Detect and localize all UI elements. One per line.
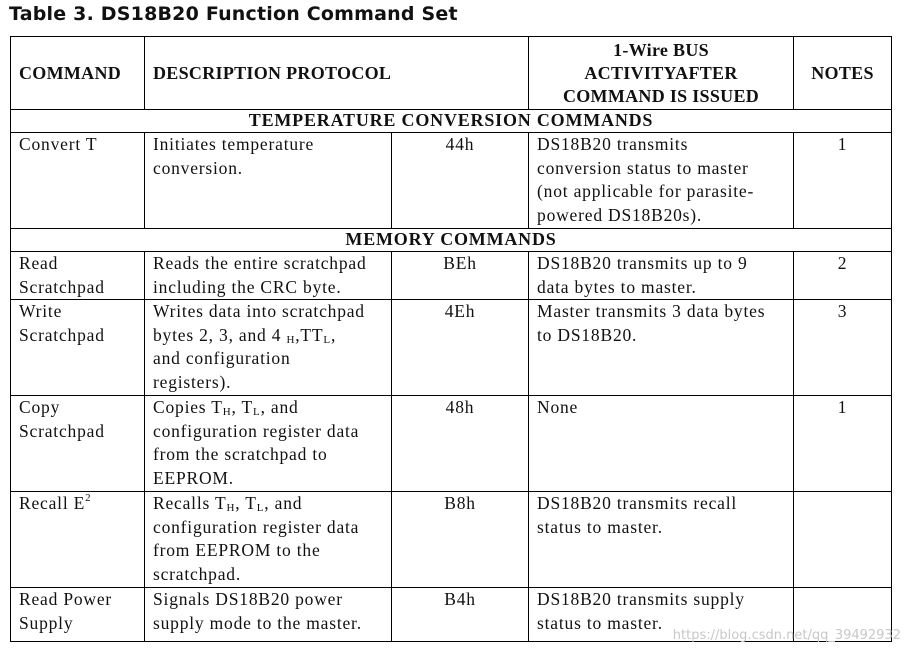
header-description: DESCRIPTION — [153, 62, 282, 83]
notes-cell: 1 — [794, 133, 892, 229]
protocol-cell: 44h — [392, 133, 529, 229]
function-command-table — [10, 36, 892, 642]
command-cell: Convert T — [11, 133, 145, 229]
protocol-cell: B4h — [392, 588, 529, 642]
table-row — [11, 133, 892, 229]
notes-cell: 1 — [794, 396, 892, 492]
header-bus-line3: COMMAND IS ISSUED — [562, 85, 760, 106]
table-row — [11, 492, 892, 588]
activity-cell: DS18B20 transmits recall status to master. — [529, 492, 794, 588]
description-cell: Reads the entire scratchpad including the CRC byte. — [145, 252, 392, 300]
header-row — [11, 37, 892, 110]
header-description-protocol — [145, 37, 529, 110]
notes-cell: 3 — [794, 300, 892, 396]
header-protocol: PROTOCOL — [286, 62, 392, 83]
notes-cell: 2 — [794, 252, 892, 300]
table-row — [11, 396, 892, 492]
command-cell: Recall $E^2$ — [11, 492, 145, 588]
description-cell: Initiates temperature conversion. — [145, 133, 392, 229]
description-cell: Copies $T_H$, $T_L$, and configuration register data from the scratchpad to EEPROM. — [145, 396, 392, 492]
activity-cell: DS18B20 transmits conversion status to master (not applicable for parasite- powered DS18B20s). — [529, 133, 794, 229]
header-command: COMMAND — [11, 37, 145, 110]
activity-cell: DS18B20 transmits supply status to master. — [529, 588, 794, 642]
protocol-cell: 48h — [392, 396, 529, 492]
protocol-cell: 4Eh — [392, 300, 529, 396]
description-cell: Recalls $T_H$, $T_L$, and configuration register data from EEPROM to the scratchpad. — [145, 492, 392, 588]
protocol-cell: BEh — [392, 252, 529, 300]
activity-cell: None — [529, 396, 794, 492]
header-notes: NOTES — [794, 37, 892, 110]
notes-cell — [794, 492, 892, 588]
watermark: https://blog.csdn.net/qq_39492932 — [672, 628, 901, 643]
section-memory: MEMORY COMMANDS — [11, 229, 892, 252]
header-bus-line2: ACTIVITYAFTER — [584, 62, 738, 83]
header-bus-activity — [529, 37, 794, 110]
command-cell: Read Scratchpad — [11, 252, 145, 300]
section-temperature: TEMPERATURE CONVERSION COMMANDS — [11, 110, 892, 133]
description-cell: Writes data into scratchpad bytes 2, 3, and 4 $_H,TT_L$, and configuration registers). — [145, 300, 392, 396]
table-caption: Table 3. DS18B20 Function Command Set — [9, 3, 458, 25]
activity-cell: Master transmits 3 data bytes to DS18B20. — [529, 300, 794, 396]
command-cell: Write Scratchpad — [11, 300, 145, 396]
section-row-temperature — [11, 110, 892, 133]
command-cell: Copy Scratchpad — [11, 396, 145, 492]
protocol-cell: B8h — [392, 492, 529, 588]
activity-cell: DS18B20 transmits up to 9 data bytes to master. — [529, 252, 794, 300]
command-cell: Read Power Supply — [11, 588, 145, 642]
table-row — [11, 252, 892, 300]
section-row-memory — [11, 229, 892, 252]
header-bus-line1: 1-Wire BUS — [613, 39, 709, 60]
table-row — [11, 300, 892, 396]
description-cell: Signals DS18B20 power supply mode to the master. — [145, 588, 392, 642]
